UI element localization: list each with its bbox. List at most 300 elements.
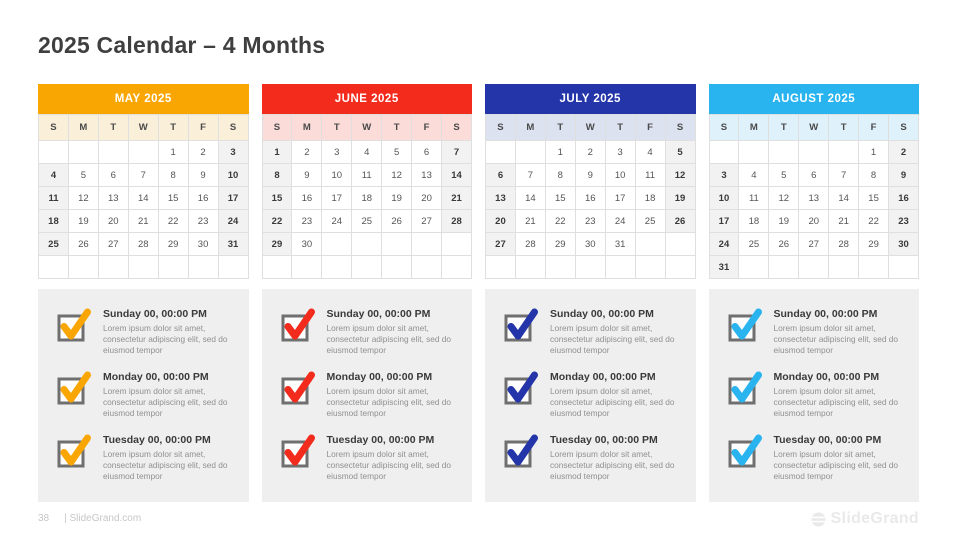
event-item bbox=[54, 432, 241, 482]
checkbox-check-icon bbox=[54, 432, 94, 472]
weekday-cell: W bbox=[128, 115, 158, 141]
date-cell bbox=[322, 233, 352, 256]
date-cell bbox=[605, 256, 635, 279]
event-body: Lorem ipsum dolor sit amet, consectetur adipiscing elit, sed do eiusmod tempor bbox=[326, 449, 452, 481]
date-cell: 23 bbox=[575, 210, 605, 233]
week-row bbox=[262, 256, 472, 279]
date-cell bbox=[575, 256, 605, 279]
date-cell bbox=[486, 256, 516, 279]
date-cell: 3 bbox=[709, 164, 739, 187]
date-cell: 25 bbox=[352, 210, 382, 233]
weekday-cell: T bbox=[829, 115, 859, 141]
date-cell: 13 bbox=[799, 187, 829, 210]
date-cell: 24 bbox=[322, 210, 352, 233]
event-text bbox=[774, 306, 906, 356]
date-cell: 30 bbox=[575, 233, 605, 256]
date-cell: 6 bbox=[412, 141, 442, 164]
date-cell bbox=[188, 256, 218, 279]
event-body: Lorem ipsum dolor sit amet, consectetur adipiscing elit, sed do eiusmod tempor bbox=[773, 449, 899, 481]
date-cell: 21 bbox=[128, 210, 158, 233]
weekday-cell: F bbox=[188, 115, 218, 141]
month-header: JULY 2025 bbox=[485, 84, 696, 114]
date-cell: 27 bbox=[412, 210, 442, 233]
event-item bbox=[54, 369, 241, 419]
date-cell bbox=[128, 141, 158, 164]
event-item bbox=[501, 369, 688, 419]
event-text bbox=[327, 432, 459, 482]
date-cell: 8 bbox=[262, 164, 292, 187]
date-cell bbox=[739, 141, 769, 164]
date-cell: 14 bbox=[442, 164, 472, 187]
week-row bbox=[39, 256, 249, 279]
event-text bbox=[327, 369, 459, 419]
date-cell: 6 bbox=[98, 164, 128, 187]
event-item bbox=[278, 432, 465, 482]
week-row bbox=[486, 164, 696, 187]
week-row bbox=[709, 233, 919, 256]
date-cell bbox=[98, 256, 128, 279]
date-cell: 8 bbox=[158, 164, 188, 187]
date-cell: 12 bbox=[665, 164, 695, 187]
calendar-grid bbox=[485, 114, 696, 279]
event-body: Lorem ipsum dolor sit amet, consectetur adipiscing elit, sed do eiusmod tempor bbox=[103, 449, 228, 481]
date-cell bbox=[545, 256, 575, 279]
events-panel bbox=[709, 289, 920, 502]
events-panel bbox=[485, 289, 696, 502]
date-cell bbox=[352, 256, 382, 279]
date-cell: 26 bbox=[382, 210, 412, 233]
date-cell bbox=[665, 256, 695, 279]
event-text bbox=[550, 306, 682, 356]
date-cell: 4 bbox=[352, 141, 382, 164]
date-cell bbox=[515, 256, 545, 279]
date-cell: 31 bbox=[709, 256, 739, 279]
weekday-cell: S bbox=[486, 115, 516, 141]
date-cell: 7 bbox=[442, 141, 472, 164]
page-title: 2025 Calendar – 4 Months bbox=[38, 32, 326, 58]
calendar-card bbox=[262, 84, 473, 279]
checkbox-check-icon bbox=[54, 306, 94, 346]
date-cell: 2 bbox=[889, 141, 919, 164]
weekday-row bbox=[486, 115, 696, 141]
date-cell: 3 bbox=[218, 141, 248, 164]
event-text bbox=[103, 306, 235, 356]
weekday-cell: T bbox=[322, 115, 352, 141]
date-cell: 19 bbox=[665, 187, 695, 210]
weekday-cell: S bbox=[665, 115, 695, 141]
event-body: Lorem ipsum dolor sit amet, consectetur adipiscing elit, sed do eiusmod tempor bbox=[773, 323, 899, 355]
date-cell bbox=[68, 141, 98, 164]
date-cell: 8 bbox=[545, 164, 575, 187]
event-item bbox=[725, 306, 912, 356]
calendar-grid bbox=[38, 114, 249, 279]
date-cell bbox=[829, 141, 859, 164]
event-title: Sunday 00, 00:00 PM bbox=[550, 308, 654, 320]
event-text bbox=[550, 432, 682, 482]
weekday-cell: S bbox=[709, 115, 739, 141]
date-cell: 31 bbox=[605, 233, 635, 256]
date-cell: 2 bbox=[575, 141, 605, 164]
date-cell: 10 bbox=[218, 164, 248, 187]
events-panel bbox=[262, 289, 473, 502]
weekday-cell: S bbox=[889, 115, 919, 141]
date-cell: 1 bbox=[859, 141, 889, 164]
date-cell bbox=[68, 256, 98, 279]
date-cell bbox=[158, 256, 188, 279]
weekday-row bbox=[262, 115, 472, 141]
date-cell: 18 bbox=[739, 210, 769, 233]
date-cell: 17 bbox=[709, 210, 739, 233]
date-cell bbox=[322, 256, 352, 279]
date-cell bbox=[98, 141, 128, 164]
event-title: Tuesday 00, 00:00 PM bbox=[773, 434, 882, 446]
event-title: Monday 00, 00:00 PM bbox=[103, 371, 209, 383]
date-cell bbox=[739, 256, 769, 279]
date-cell: 5 bbox=[382, 141, 412, 164]
event-title: Monday 00, 00:00 PM bbox=[773, 371, 880, 383]
week-row bbox=[709, 141, 919, 164]
event-text bbox=[774, 369, 906, 419]
checkbox-check-icon bbox=[278, 432, 318, 472]
date-cell: 18 bbox=[635, 187, 665, 210]
date-cell: 11 bbox=[739, 187, 769, 210]
date-cell: 15 bbox=[859, 187, 889, 210]
date-cell: 21 bbox=[442, 187, 472, 210]
event-title: Monday 00, 00:00 PM bbox=[326, 371, 433, 383]
date-cell bbox=[382, 233, 412, 256]
date-cell: 10 bbox=[605, 164, 635, 187]
week-row bbox=[709, 187, 919, 210]
weekday-cell: F bbox=[412, 115, 442, 141]
date-cell: 19 bbox=[769, 210, 799, 233]
date-cell: 23 bbox=[889, 210, 919, 233]
date-cell bbox=[635, 256, 665, 279]
date-cell: 29 bbox=[859, 233, 889, 256]
date-cell: 9 bbox=[575, 164, 605, 187]
date-cell: 11 bbox=[39, 187, 69, 210]
event-title: Sunday 00, 00:00 PM bbox=[773, 308, 878, 320]
date-cell bbox=[382, 256, 412, 279]
date-cell: 7 bbox=[515, 164, 545, 187]
month-column bbox=[38, 84, 249, 502]
weekday-cell: W bbox=[799, 115, 829, 141]
date-cell: 4 bbox=[635, 141, 665, 164]
date-cell bbox=[769, 141, 799, 164]
date-cell bbox=[442, 256, 472, 279]
date-cell: 27 bbox=[799, 233, 829, 256]
weekday-cell: S bbox=[442, 115, 472, 141]
date-cell: 20 bbox=[98, 210, 128, 233]
event-item bbox=[501, 306, 688, 356]
date-cell: 5 bbox=[68, 164, 98, 187]
date-cell: 12 bbox=[68, 187, 98, 210]
calendar-card bbox=[709, 84, 920, 279]
date-cell: 6 bbox=[799, 164, 829, 187]
month-column bbox=[709, 84, 920, 502]
date-cell bbox=[799, 256, 829, 279]
calendar-grid bbox=[262, 114, 473, 279]
event-body: Lorem ipsum dolor sit amet, consectetur adipiscing elit, sed do eiusmod tempor bbox=[326, 323, 452, 355]
month-header: MAY 2025 bbox=[38, 84, 249, 114]
date-cell: 28 bbox=[829, 233, 859, 256]
date-cell bbox=[769, 256, 799, 279]
date-cell: 4 bbox=[39, 164, 69, 187]
week-row bbox=[486, 233, 696, 256]
week-row bbox=[39, 233, 249, 256]
event-text bbox=[774, 432, 906, 482]
date-cell: 25 bbox=[635, 210, 665, 233]
date-cell: 22 bbox=[859, 210, 889, 233]
checkbox-check-icon bbox=[725, 369, 765, 409]
date-cell: 13 bbox=[98, 187, 128, 210]
date-cell: 11 bbox=[635, 164, 665, 187]
date-cell: 27 bbox=[98, 233, 128, 256]
event-title: Sunday 00, 00:00 PM bbox=[103, 308, 207, 320]
date-cell: 2 bbox=[292, 141, 322, 164]
date-cell: 29 bbox=[158, 233, 188, 256]
weekday-cell: T bbox=[545, 115, 575, 141]
date-cell: 10 bbox=[709, 187, 739, 210]
date-cell: 7 bbox=[829, 164, 859, 187]
date-cell: 1 bbox=[545, 141, 575, 164]
date-cell: 18 bbox=[39, 210, 69, 233]
date-cell: 9 bbox=[292, 164, 322, 187]
date-cell: 30 bbox=[889, 233, 919, 256]
week-row bbox=[39, 164, 249, 187]
date-cell: 15 bbox=[545, 187, 575, 210]
week-row bbox=[262, 164, 472, 187]
event-body: Lorem ipsum dolor sit amet, consectetur adipiscing elit, sed do eiusmod tempor bbox=[550, 386, 675, 418]
date-cell: 21 bbox=[829, 210, 859, 233]
date-cell: 15 bbox=[158, 187, 188, 210]
date-cell: 17 bbox=[322, 187, 352, 210]
event-title: Tuesday 00, 00:00 PM bbox=[103, 434, 211, 446]
brand-watermark-label: SlideGrand bbox=[830, 510, 919, 527]
date-cell: 15 bbox=[262, 187, 292, 210]
date-cell bbox=[262, 256, 292, 279]
weekday-cell: S bbox=[218, 115, 248, 141]
event-item bbox=[278, 306, 465, 356]
weekday-cell: W bbox=[352, 115, 382, 141]
week-row bbox=[39, 187, 249, 210]
date-cell: 16 bbox=[292, 187, 322, 210]
week-row bbox=[486, 141, 696, 164]
date-cell: 25 bbox=[739, 233, 769, 256]
date-cell: 4 bbox=[739, 164, 769, 187]
date-cell: 20 bbox=[412, 187, 442, 210]
event-body: Lorem ipsum dolor sit amet, consectetur adipiscing elit, sed do eiusmod tempor bbox=[550, 323, 675, 355]
week-row bbox=[262, 210, 472, 233]
checkbox-check-icon bbox=[278, 306, 318, 346]
checkbox-check-icon bbox=[501, 306, 541, 346]
calendar-columns bbox=[38, 84, 919, 502]
checkbox-check-icon bbox=[501, 432, 541, 472]
date-cell: 20 bbox=[486, 210, 516, 233]
date-cell: 5 bbox=[769, 164, 799, 187]
weekday-cell: M bbox=[68, 115, 98, 141]
event-item bbox=[725, 432, 912, 482]
page-number: 38 bbox=[38, 513, 50, 524]
date-cell: 28 bbox=[515, 233, 545, 256]
weekday-cell: T bbox=[98, 115, 128, 141]
date-cell bbox=[442, 233, 472, 256]
weekday-cell: T bbox=[605, 115, 635, 141]
date-cell: 26 bbox=[769, 233, 799, 256]
date-cell: 18 bbox=[352, 187, 382, 210]
week-row bbox=[39, 210, 249, 233]
date-cell: 22 bbox=[262, 210, 292, 233]
event-body: Lorem ipsum dolor sit amet, consectetur adipiscing elit, sed do eiusmod tempor bbox=[103, 323, 228, 355]
weekday-cell: T bbox=[382, 115, 412, 141]
date-cell bbox=[829, 256, 859, 279]
event-title: Tuesday 00, 00:00 PM bbox=[550, 434, 658, 446]
date-cell: 26 bbox=[665, 210, 695, 233]
date-cell bbox=[292, 256, 322, 279]
month-header: AUGUST 2025 bbox=[709, 84, 920, 114]
weekday-cell: F bbox=[859, 115, 889, 141]
checkbox-check-icon bbox=[501, 369, 541, 409]
date-cell: 31 bbox=[218, 233, 248, 256]
date-cell: 16 bbox=[188, 187, 218, 210]
month-header: JUNE 2025 bbox=[262, 84, 473, 114]
week-row bbox=[486, 187, 696, 210]
event-text bbox=[327, 306, 459, 356]
date-cell: 22 bbox=[158, 210, 188, 233]
date-cell bbox=[412, 256, 442, 279]
date-cell: 9 bbox=[188, 164, 218, 187]
date-cell: 19 bbox=[382, 187, 412, 210]
date-cell: 8 bbox=[859, 164, 889, 187]
event-text bbox=[550, 369, 682, 419]
date-cell bbox=[412, 233, 442, 256]
date-cell bbox=[486, 141, 516, 164]
event-body: Lorem ipsum dolor sit amet, consectetur adipiscing elit, sed do eiusmod tempor bbox=[550, 449, 675, 481]
date-cell: 3 bbox=[605, 141, 635, 164]
date-cell: 26 bbox=[68, 233, 98, 256]
date-cell bbox=[128, 256, 158, 279]
week-row bbox=[262, 233, 472, 256]
date-cell: 23 bbox=[188, 210, 218, 233]
date-cell bbox=[859, 256, 889, 279]
checkbox-check-icon bbox=[725, 432, 765, 472]
date-cell: 25 bbox=[39, 233, 69, 256]
date-cell: 3 bbox=[322, 141, 352, 164]
weekday-row bbox=[709, 115, 919, 141]
date-cell: 14 bbox=[128, 187, 158, 210]
checkbox-check-icon bbox=[54, 369, 94, 409]
date-cell: 29 bbox=[545, 233, 575, 256]
weekday-cell: M bbox=[739, 115, 769, 141]
date-cell: 14 bbox=[515, 187, 545, 210]
date-cell bbox=[889, 256, 919, 279]
event-title: Tuesday 00, 00:00 PM bbox=[326, 434, 435, 446]
weekday-cell: T bbox=[769, 115, 799, 141]
date-cell: 30 bbox=[188, 233, 218, 256]
footer bbox=[38, 513, 141, 524]
weekday-row bbox=[39, 115, 249, 141]
week-row bbox=[39, 141, 249, 164]
date-cell: 20 bbox=[799, 210, 829, 233]
brand-watermark bbox=[811, 510, 919, 528]
weekday-cell: M bbox=[515, 115, 545, 141]
date-cell: 10 bbox=[322, 164, 352, 187]
events-panel bbox=[38, 289, 249, 502]
date-cell: 27 bbox=[486, 233, 516, 256]
date-cell: 19 bbox=[68, 210, 98, 233]
date-cell: 16 bbox=[575, 187, 605, 210]
weekday-cell: M bbox=[292, 115, 322, 141]
date-cell: 7 bbox=[128, 164, 158, 187]
event-text bbox=[103, 432, 235, 482]
date-cell: 22 bbox=[545, 210, 575, 233]
date-cell bbox=[39, 256, 69, 279]
weekday-cell: W bbox=[575, 115, 605, 141]
week-row bbox=[486, 210, 696, 233]
date-cell: 28 bbox=[128, 233, 158, 256]
date-cell: 9 bbox=[889, 164, 919, 187]
date-cell bbox=[218, 256, 248, 279]
month-column bbox=[485, 84, 696, 502]
date-cell: 5 bbox=[665, 141, 695, 164]
date-cell bbox=[665, 233, 695, 256]
weekday-cell: S bbox=[39, 115, 69, 141]
footer-site-link[interactable]: | SlideGrand.com bbox=[64, 513, 142, 524]
date-cell: 21 bbox=[515, 210, 545, 233]
date-cell: 11 bbox=[352, 164, 382, 187]
date-cell: 24 bbox=[218, 210, 248, 233]
date-cell: 12 bbox=[382, 164, 412, 187]
date-cell: 28 bbox=[442, 210, 472, 233]
checkbox-check-icon bbox=[725, 306, 765, 346]
event-body: Lorem ipsum dolor sit amet, consectetur adipiscing elit, sed do eiusmod tempor bbox=[103, 386, 228, 418]
event-item bbox=[725, 369, 912, 419]
date-cell bbox=[709, 141, 739, 164]
weekday-cell: T bbox=[158, 115, 188, 141]
date-cell: 1 bbox=[158, 141, 188, 164]
date-cell: 12 bbox=[769, 187, 799, 210]
date-cell: 1 bbox=[262, 141, 292, 164]
week-row bbox=[262, 187, 472, 210]
date-cell bbox=[352, 233, 382, 256]
event-item bbox=[501, 432, 688, 482]
week-row bbox=[709, 210, 919, 233]
date-cell: 17 bbox=[605, 187, 635, 210]
brand-logo-icon bbox=[811, 512, 826, 527]
date-cell: 24 bbox=[605, 210, 635, 233]
date-cell: 13 bbox=[412, 164, 442, 187]
date-cell bbox=[799, 141, 829, 164]
date-cell: 17 bbox=[218, 187, 248, 210]
date-cell bbox=[515, 141, 545, 164]
calendar-grid bbox=[709, 114, 920, 279]
calendar-card bbox=[485, 84, 696, 279]
date-cell: 23 bbox=[292, 210, 322, 233]
calendar-card bbox=[38, 84, 249, 279]
weekday-cell: F bbox=[635, 115, 665, 141]
event-text bbox=[103, 369, 235, 419]
event-title: Monday 00, 00:00 PM bbox=[550, 371, 656, 383]
date-cell: 29 bbox=[262, 233, 292, 256]
date-cell bbox=[635, 233, 665, 256]
event-title: Sunday 00, 00:00 PM bbox=[326, 308, 431, 320]
date-cell: 14 bbox=[829, 187, 859, 210]
event-body: Lorem ipsum dolor sit amet, consectetur adipiscing elit, sed do eiusmod tempor bbox=[326, 386, 452, 418]
week-row bbox=[486, 256, 696, 279]
month-column bbox=[262, 84, 473, 502]
event-item bbox=[278, 369, 465, 419]
date-cell: 16 bbox=[889, 187, 919, 210]
date-cell: 24 bbox=[709, 233, 739, 256]
